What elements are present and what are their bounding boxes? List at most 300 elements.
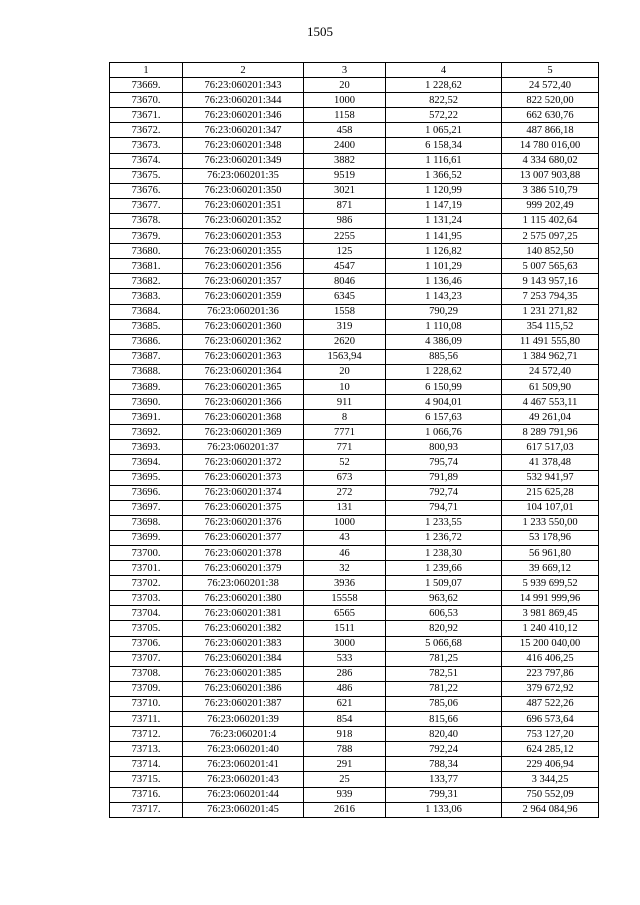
table-row [110,696,599,711]
table-cell: 4 334 680,02 [502,153,599,168]
table-cell: 815,66 [386,712,502,727]
table-row [110,742,599,757]
table-cell: 76:23:060201:363 [183,349,304,364]
table-cell: 73705. [110,621,183,636]
table-cell: 73698. [110,515,183,530]
table-row [110,772,599,787]
table-cell: 7771 [304,425,386,440]
table-row [110,319,599,334]
table-cell: 73689. [110,379,183,394]
table-cell: 1 366,52 [386,168,502,183]
table-row [110,546,599,561]
table-cell: 76:23:060201:376 [183,515,304,530]
table-cell: 73692. [110,425,183,440]
table-cell: 2400 [304,138,386,153]
table-cell: 76:23:060201:351 [183,198,304,213]
table-cell: 1 065,21 [386,123,502,138]
table-cell: 1 233,55 [386,515,502,530]
table-cell: 76:23:060201:39 [183,712,304,727]
table-cell: 76:23:060201:352 [183,213,304,228]
table-cell: 486 [304,681,386,696]
table-cell: 6345 [304,289,386,304]
table-cell: 2620 [304,334,386,349]
table-cell: 272 [304,485,386,500]
table-cell: 76:23:060201:357 [183,274,304,289]
table-cell: 76:23:060201:355 [183,244,304,259]
table-cell: 794,71 [386,500,502,515]
table-cell: 76:23:060201:36 [183,304,304,319]
table-cell: 76:23:060201:38 [183,576,304,591]
table-cell: 131 [304,500,386,515]
table-cell: 76:23:060201:41 [183,757,304,772]
table-cell: 662 630,76 [502,108,599,123]
table-row [110,289,599,304]
table-cell: 73685. [110,319,183,334]
table-cell: 8 [304,410,386,425]
table-cell: 53 178,96 [502,530,599,545]
column-header: 5 [502,63,599,78]
table-cell: 73676. [110,183,183,198]
table-cell: 73711. [110,712,183,727]
table-cell: 1 101,29 [386,259,502,274]
table-cell: 14 780 016,00 [502,138,599,153]
table-cell: 24 572,40 [502,78,599,93]
table-cell: 1 384 962,71 [502,349,599,364]
table-cell: 73670. [110,93,183,108]
table-cell: 5 939 699,52 [502,576,599,591]
table-cell: 1563,94 [304,349,386,364]
table-cell: 76:23:060201:384 [183,651,304,666]
table-cell: 76:23:060201:4 [183,727,304,742]
table-cell: 799,31 [386,787,502,802]
table-cell: 73669. [110,78,183,93]
table-cell: 56 961,80 [502,546,599,561]
table-row [110,787,599,802]
table-row [110,621,599,636]
table-cell: 696 573,64 [502,712,599,727]
table-cell: 788,34 [386,757,502,772]
table-cell: 963,62 [386,591,502,606]
table-cell: 73690. [110,395,183,410]
table-cell: 73693. [110,440,183,455]
table-cell: 76:23:060201:373 [183,470,304,485]
table-cell: 781,22 [386,681,502,696]
table-cell: 792,74 [386,485,502,500]
table-cell: 7 253 794,35 [502,289,599,304]
table-cell: 73713. [110,742,183,757]
table-cell: 76:23:060201:372 [183,455,304,470]
table-cell: 73686. [110,334,183,349]
table-cell: 8046 [304,274,386,289]
table-cell: 788 [304,742,386,757]
table-cell: 73707. [110,651,183,666]
table-cell: 3 386 510,79 [502,183,599,198]
table-cell: 49 261,04 [502,410,599,425]
table-cell: 1 141,95 [386,229,502,244]
table-cell: 73682. [110,274,183,289]
table-row [110,591,599,606]
table-row [110,606,599,621]
data-table [109,62,599,818]
table-cell: 73709. [110,681,183,696]
table-cell: 1158 [304,108,386,123]
page-number: 1505 [307,24,333,39]
table-cell: 76:23:060201:347 [183,123,304,138]
table-cell: 73714. [110,757,183,772]
table-cell: 617 517,03 [502,440,599,455]
table-cell: 791,89 [386,470,502,485]
table-cell: 104 107,01 [502,500,599,515]
table-row [110,198,599,213]
table-cell: 1 238,30 [386,546,502,561]
table-cell: 76:23:060201:364 [183,364,304,379]
table-cell: 76:23:060201:378 [183,546,304,561]
table-cell: 911 [304,395,386,410]
column-header: 4 [386,63,502,78]
table-cell: 73696. [110,485,183,500]
table-cell: 73680. [110,244,183,259]
table-cell: 487 866,18 [502,123,599,138]
table-cell: 229 406,94 [502,757,599,772]
table-cell: 6 157,63 [386,410,502,425]
table-cell: 606,53 [386,606,502,621]
table-cell: 621 [304,696,386,711]
table-cell: 1 228,62 [386,364,502,379]
table-cell: 76:23:060201:346 [183,108,304,123]
table-row [110,440,599,455]
table-row [110,395,599,410]
table-cell: 5 066,68 [386,636,502,651]
table-cell: 5 007 565,63 [502,259,599,274]
table-cell: 76:23:060201:382 [183,621,304,636]
table-row [110,455,599,470]
table-cell: 1511 [304,621,386,636]
table-row [110,802,599,817]
table-cell: 3000 [304,636,386,651]
table-row [110,681,599,696]
table-row [110,259,599,274]
table-cell: 6 150,99 [386,379,502,394]
table-cell: 73684. [110,304,183,319]
table-cell: 319 [304,319,386,334]
table-cell: 76:23:060201:350 [183,183,304,198]
table-cell: 782,51 [386,666,502,681]
table-cell: 624 285,12 [502,742,599,757]
table-cell: 4 386,09 [386,334,502,349]
table-cell: 20 [304,364,386,379]
table-cell: 73681. [110,259,183,274]
table-cell: 24 572,40 [502,364,599,379]
table-cell: 73697. [110,500,183,515]
table-cell: 1 126,82 [386,244,502,259]
table-cell: 1000 [304,515,386,530]
table-cell: 76:23:060201:379 [183,561,304,576]
table-cell: 1 133,06 [386,802,502,817]
table-cell: 286 [304,666,386,681]
table-cell: 223 797,86 [502,666,599,681]
table-cell: 73704. [110,606,183,621]
table-cell: 76:23:060201:381 [183,606,304,621]
table-cell: 820,92 [386,621,502,636]
table-row [110,364,599,379]
table-cell: 73672. [110,123,183,138]
table-cell: 76:23:060201:344 [183,93,304,108]
table-cell: 73699. [110,530,183,545]
table-row [110,561,599,576]
table-cell: 854 [304,712,386,727]
table-cell: 871 [304,198,386,213]
table-row [110,530,599,545]
table-cell: 76:23:060201:365 [183,379,304,394]
table-cell: 76:23:060201:375 [183,500,304,515]
table-row [110,515,599,530]
table-cell: 73708. [110,666,183,681]
table-cell: 73678. [110,213,183,228]
table-cell: 25 [304,772,386,787]
table-cell: 1 233 550,00 [502,515,599,530]
table-cell: 750 552,09 [502,787,599,802]
table-cell: 32 [304,561,386,576]
table-cell: 76:23:060201:348 [183,138,304,153]
table-row [110,425,599,440]
table-cell: 3021 [304,183,386,198]
table-cell: 76:23:060201:383 [183,636,304,651]
table-cell: 458 [304,123,386,138]
table-cell: 73671. [110,108,183,123]
table-cell: 986 [304,213,386,228]
table-cell: 73701. [110,561,183,576]
table-row [110,666,599,681]
table-cell: 61 509,90 [502,379,599,394]
table-cell: 76:23:060201:343 [183,78,304,93]
table-cell: 39 669,12 [502,561,599,576]
table-cell: 76:23:060201:374 [183,485,304,500]
table-cell: 771 [304,440,386,455]
table-cell: 1 115 402,64 [502,213,599,228]
table-cell: 76:23:060201:353 [183,229,304,244]
table-cell: 76:23:060201:45 [183,802,304,817]
table-cell: 14 991 999,96 [502,591,599,606]
table-cell: 8 289 791,96 [502,425,599,440]
table-row [110,712,599,727]
table-row [110,229,599,244]
table-cell: 1 120,99 [386,183,502,198]
table-cell: 885,56 [386,349,502,364]
table-cell: 76:23:060201:37 [183,440,304,455]
table-cell: 3882 [304,153,386,168]
table-row [110,138,599,153]
table-cell: 73706. [110,636,183,651]
table-cell: 9 143 957,16 [502,274,599,289]
table-cell: 1 147,19 [386,198,502,213]
table-cell: 10 [304,379,386,394]
table-cell: 800,93 [386,440,502,455]
table-row [110,485,599,500]
table-cell: 354 115,52 [502,319,599,334]
table-cell: 73679. [110,229,183,244]
table-row [110,78,599,93]
table-cell: 792,24 [386,742,502,757]
table-cell: 76:23:060201:368 [183,410,304,425]
table-row [110,168,599,183]
table-cell: 1 066,76 [386,425,502,440]
table-cell: 795,74 [386,455,502,470]
table-cell: 73710. [110,696,183,711]
table-row [110,500,599,515]
table-cell: 1 228,62 [386,78,502,93]
table-cell: 73673. [110,138,183,153]
table-row [110,334,599,349]
table-cell: 1 143,23 [386,289,502,304]
table-row [110,274,599,289]
table-row [110,213,599,228]
table-row [110,636,599,651]
table-cell: 46 [304,546,386,561]
table-cell: 73675. [110,168,183,183]
table-cell: 2616 [304,802,386,817]
table-cell: 15 200 040,00 [502,636,599,651]
table-cell: 999 202,49 [502,198,599,213]
table-cell: 572,22 [386,108,502,123]
table-cell: 1000 [304,93,386,108]
table-cell: 291 [304,757,386,772]
table-row [110,757,599,772]
table-cell: 1 116,61 [386,153,502,168]
table-row [110,349,599,364]
table-cell: 1 509,07 [386,576,502,591]
table-cell: 1 236,72 [386,530,502,545]
table-cell: 73712. [110,727,183,742]
table-row [110,108,599,123]
table-cell: 3 981 869,45 [502,606,599,621]
table-cell: 125 [304,244,386,259]
table-cell: 1 240 410,12 [502,621,599,636]
table-cell: 73716. [110,787,183,802]
table-row [110,183,599,198]
table-cell: 2 964 084,96 [502,802,599,817]
table-row [110,304,599,319]
table-cell: 73691. [110,410,183,425]
table-cell: 73703. [110,591,183,606]
table-row [110,244,599,259]
table-cell: 9519 [304,168,386,183]
table-row [110,153,599,168]
table-cell: 20 [304,78,386,93]
table-cell: 76:23:060201:377 [183,530,304,545]
table-cell: 820,40 [386,727,502,742]
table-cell: 76:23:060201:362 [183,334,304,349]
table-cell: 73717. [110,802,183,817]
table-cell: 76:23:060201:35 [183,168,304,183]
table-cell: 2255 [304,229,386,244]
table-cell: 73677. [110,198,183,213]
table-cell: 939 [304,787,386,802]
table-cell: 918 [304,727,386,742]
table-cell: 73715. [110,772,183,787]
table-cell: 416 406,25 [502,651,599,666]
table-cell: 76:23:060201:369 [183,425,304,440]
table-cell: 76:23:060201:380 [183,591,304,606]
table-row [110,93,599,108]
table-cell: 76:23:060201:366 [183,395,304,410]
table-cell: 533 [304,651,386,666]
table-cell: 11 491 555,80 [502,334,599,349]
table-cell: 487 522,26 [502,696,599,711]
table-row [110,576,599,591]
table-cell: 73700. [110,546,183,561]
table-cell: 532 941,97 [502,470,599,485]
table-cell: 6 158,34 [386,138,502,153]
table-row [110,379,599,394]
table-cell: 41 378,48 [502,455,599,470]
table-cell: 673 [304,470,386,485]
table-cell: 73687. [110,349,183,364]
table-cell: 2 575 097,25 [502,229,599,244]
table-cell: 76:23:060201:40 [183,742,304,757]
table-cell: 379 672,92 [502,681,599,696]
table-row [110,123,599,138]
table-cell: 781,25 [386,651,502,666]
table-cell: 3 344,25 [502,772,599,787]
table-cell: 785,06 [386,696,502,711]
table-cell: 73694. [110,455,183,470]
table-cell: 1 131,24 [386,213,502,228]
table-cell: 753 127,20 [502,727,599,742]
table-cell: 1 239,66 [386,561,502,576]
table-body [110,78,599,818]
table-cell: 76:23:060201:387 [183,696,304,711]
table-cell: 15558 [304,591,386,606]
column-header: 1 [110,63,183,78]
column-header: 3 [304,63,386,78]
table-cell: 76:23:060201:43 [183,772,304,787]
table-cell: 822,52 [386,93,502,108]
table-cell: 76:23:060201:359 [183,289,304,304]
table-cell: 1 231 271,82 [502,304,599,319]
table-cell: 6565 [304,606,386,621]
table-row [110,410,599,425]
table-cell: 3936 [304,576,386,591]
table-row [110,651,599,666]
table-cell: 140 852,50 [502,244,599,259]
table-cell: 76:23:060201:360 [183,319,304,334]
table-cell: 215 625,28 [502,485,599,500]
table-cell: 1558 [304,304,386,319]
table-cell: 1 110,08 [386,319,502,334]
table-cell: 133,77 [386,772,502,787]
table-cell: 43 [304,530,386,545]
table-cell: 76:23:060201:349 [183,153,304,168]
table-row [110,470,599,485]
table-header-row [110,63,599,78]
table-cell: 4547 [304,259,386,274]
table-cell: 76:23:060201:386 [183,681,304,696]
table-cell: 1 136,46 [386,274,502,289]
table-cell: 52 [304,455,386,470]
table-cell: 76:23:060201:44 [183,787,304,802]
table-cell: 13 007 903,88 [502,168,599,183]
table-cell: 73683. [110,289,183,304]
table-cell: 4 467 553,11 [502,395,599,410]
table-cell: 73695. [110,470,183,485]
column-header: 2 [183,63,304,78]
table-cell: 73674. [110,153,183,168]
table-cell: 4 904,01 [386,395,502,410]
table-cell: 73702. [110,576,183,591]
table-cell: 822 520,00 [502,93,599,108]
table-cell: 790,29 [386,304,502,319]
table-row [110,727,599,742]
